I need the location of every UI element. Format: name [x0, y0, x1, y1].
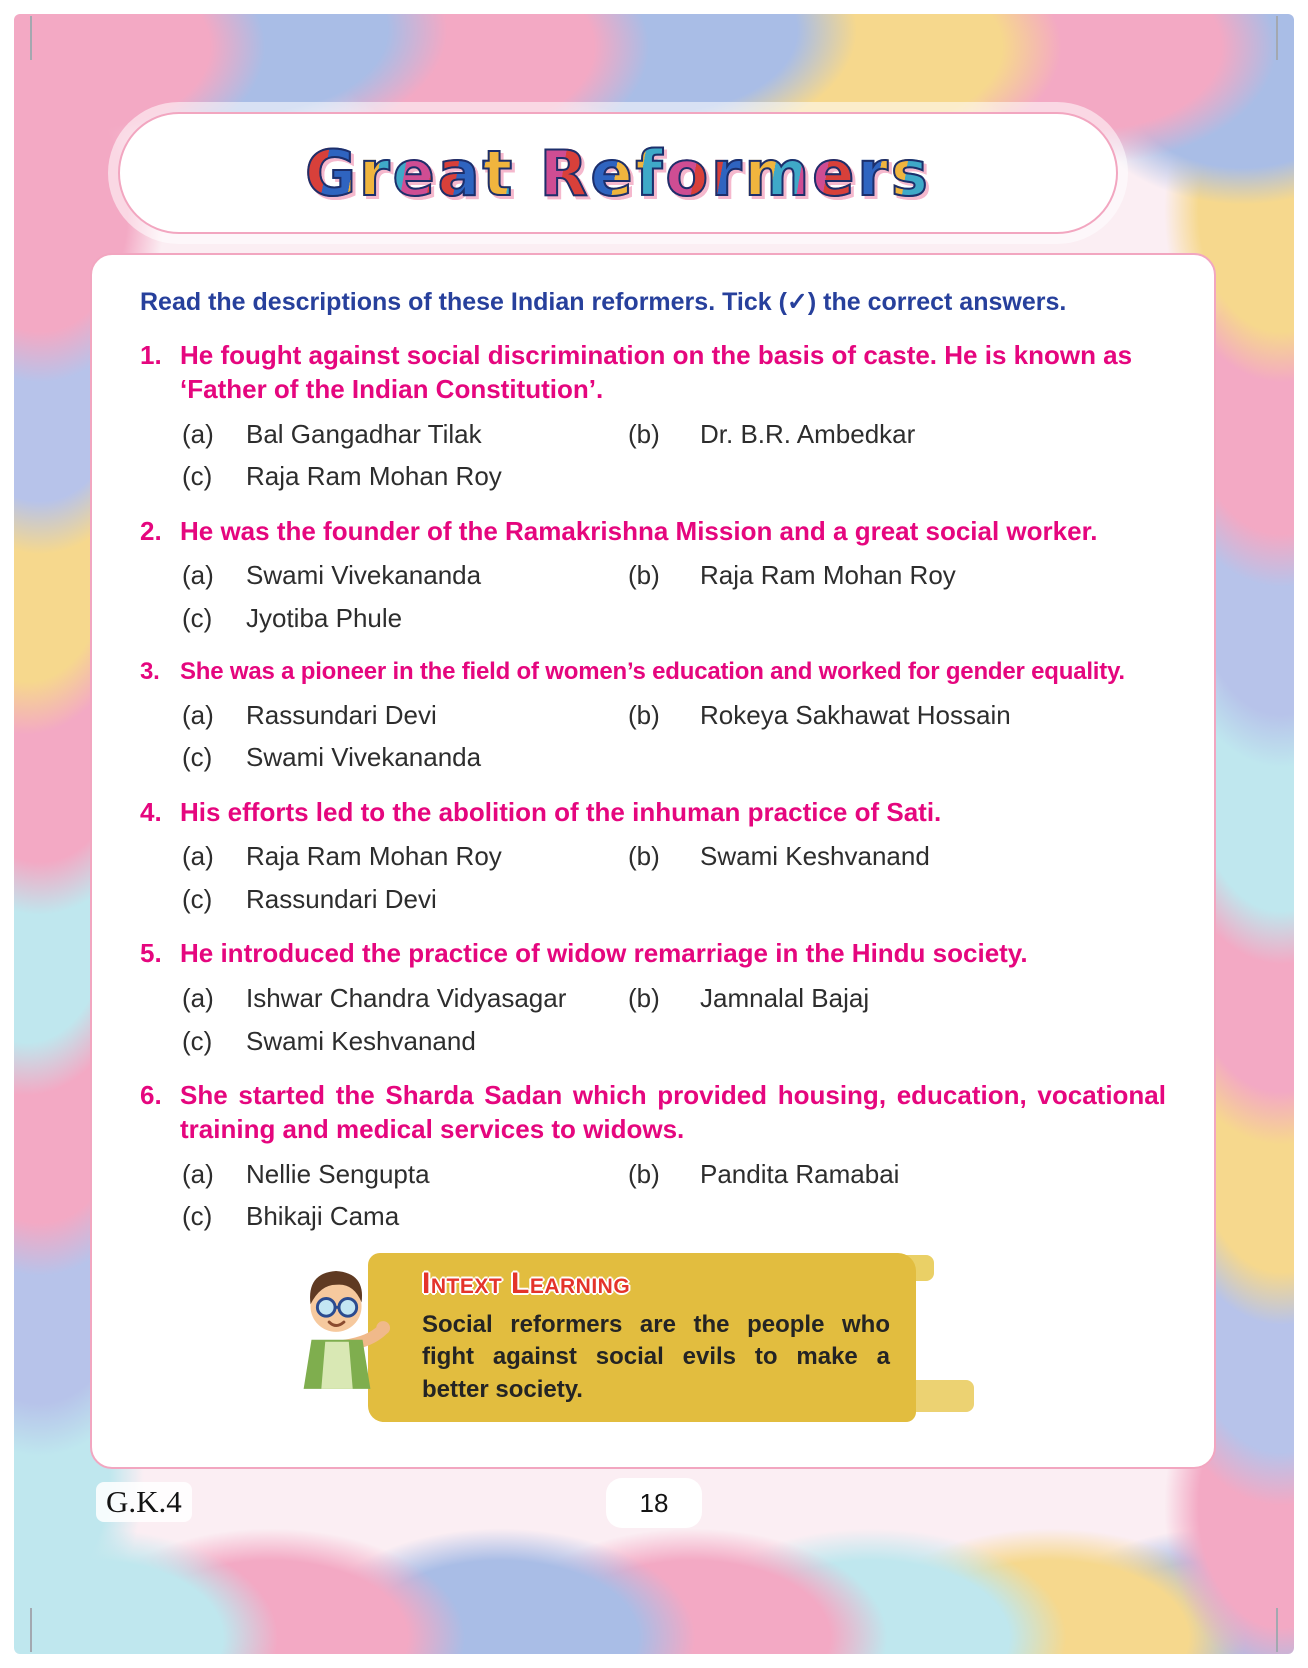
- question-number: 1.: [140, 340, 162, 370]
- option-a[interactable]: Bal Gangadhar Tilak: [246, 418, 482, 449]
- content-card: [90, 253, 1216, 1469]
- option-c[interactable]: Jyotiba Phule: [246, 602, 403, 633]
- question-stem: [140, 1079, 1166, 1147]
- crop-mark: [1276, 16, 1278, 60]
- option-letter-b: (b): [628, 1158, 660, 1189]
- intext-heading: Intext Learning: [422, 1266, 631, 1300]
- option-letter-b: (b): [628, 699, 660, 730]
- question-block: [140, 796, 1166, 916]
- question-number: 2.: [140, 515, 162, 546]
- intext-learning-box: [368, 1253, 916, 1422]
- intext-highlight: [368, 1253, 916, 1422]
- option-b[interactable]: Raja Ram Mohan Roy: [700, 560, 956, 591]
- question-block: [140, 515, 1166, 635]
- option-b[interactable]: Dr. B.R. Ambedkar: [700, 418, 916, 449]
- option-letter-a: (a): [182, 841, 214, 872]
- crop-mark: [30, 16, 32, 60]
- instruction-text: Read the descriptions of these Indian reformers. Tick (✓) the correct answers.: [140, 288, 1067, 316]
- option-b[interactable]: Jamnalal Bajaj: [700, 983, 870, 1014]
- options-grid: [182, 840, 1166, 915]
- option-letter-b: (b): [628, 841, 660, 872]
- page-number: 18: [639, 1487, 669, 1518]
- option-a[interactable]: Swami Vivekananda: [246, 560, 482, 591]
- book-label: G.K.4: [96, 1482, 192, 1522]
- question-number: 6.: [140, 1080, 162, 1111]
- option-letter-a: (a): [182, 983, 214, 1014]
- question-number: 3.: [140, 658, 160, 686]
- option-letter-b: (b): [628, 983, 660, 1014]
- option-b[interactable]: Rokeya Sakhawat Hossain: [700, 699, 1011, 730]
- question-stem: [140, 656, 1166, 687]
- question-block: [140, 339, 1166, 493]
- question-block: [140, 1079, 1166, 1233]
- option-letter-a: (a): [182, 1158, 214, 1189]
- option-b[interactable]: Swami Keshvanand: [700, 841, 930, 872]
- option-a[interactable]: Raja Ram Mohan Roy: [246, 841, 502, 872]
- option-letter-b: (b): [628, 560, 660, 591]
- option-c[interactable]: Swami Keshvanand: [246, 1025, 476, 1056]
- title-banner: [118, 112, 1118, 234]
- question-text: He fought against social discrimination on the basis of caste. He is known as ‘Father of the Indian Constitution’.: [180, 340, 1133, 404]
- options-grid: [182, 1158, 1166, 1233]
- option-letter-a: (a): [182, 418, 214, 449]
- option-letter-c: (c): [182, 461, 213, 492]
- mascot-boy-illustration: [284, 1259, 392, 1391]
- options-grid: [182, 982, 1166, 1057]
- question-stem: [140, 515, 1166, 549]
- option-c[interactable]: Rassundari Devi: [246, 883, 437, 914]
- page-number-tab: [606, 1478, 702, 1528]
- question-stem: [140, 339, 1166, 407]
- question-block: [140, 656, 1166, 773]
- question-text: He introduced the practice of widow remarriage in the Hindu society.: [180, 938, 1028, 969]
- option-c[interactable]: Raja Ram Mohan Roy: [246, 461, 502, 492]
- option-letter-c: (c): [182, 602, 213, 633]
- options-grid: [182, 559, 1166, 634]
- page-title: Great Reformers: [305, 136, 931, 210]
- option-a[interactable]: Ishwar Chandra Vidyasagar: [246, 983, 567, 1014]
- question-number: 4.: [140, 796, 162, 827]
- question-stem: [140, 937, 1166, 971]
- question-text: His efforts led to the abolition of the inhuman practice of Sati.: [180, 796, 942, 827]
- option-letter-c: (c): [182, 742, 213, 773]
- option-a[interactable]: Nellie Sengupta: [246, 1158, 430, 1189]
- options-grid: [182, 418, 1166, 493]
- option-letter-c: (c): [182, 883, 213, 914]
- option-c[interactable]: Swami Vivekananda: [246, 742, 482, 773]
- option-a[interactable]: Rassundari Devi: [246, 699, 437, 730]
- options-grid: [182, 699, 1166, 774]
- option-letter-c: (c): [182, 1025, 213, 1056]
- question-text: She started the Sharda Sadan which provided housing, education, vocational training and medical services to widows.: [180, 1080, 1166, 1144]
- option-letter-a: (a): [182, 699, 214, 730]
- question-stem: [140, 796, 1166, 830]
- intext-text: Social reformers are the people who fight against social evils to make a better society.: [422, 1310, 890, 1403]
- crop-mark: [1276, 1608, 1278, 1652]
- option-letter-c: (c): [182, 1201, 213, 1232]
- option-letter-a: (a): [182, 560, 214, 591]
- option-letter-b: (b): [628, 418, 660, 449]
- option-b[interactable]: Pandita Ramabai: [700, 1158, 900, 1189]
- question-block: [140, 937, 1166, 1057]
- question-text: He was the founder of the Ramakrishna Mission and a great social worker.: [180, 515, 1098, 546]
- question-text: She was a pioneer in the field of women’s education and worked for gender equality.: [180, 658, 1125, 686]
- option-c[interactable]: Bhikaji Cama: [246, 1201, 400, 1232]
- question-number: 5.: [140, 938, 162, 969]
- crop-mark: [30, 1608, 32, 1652]
